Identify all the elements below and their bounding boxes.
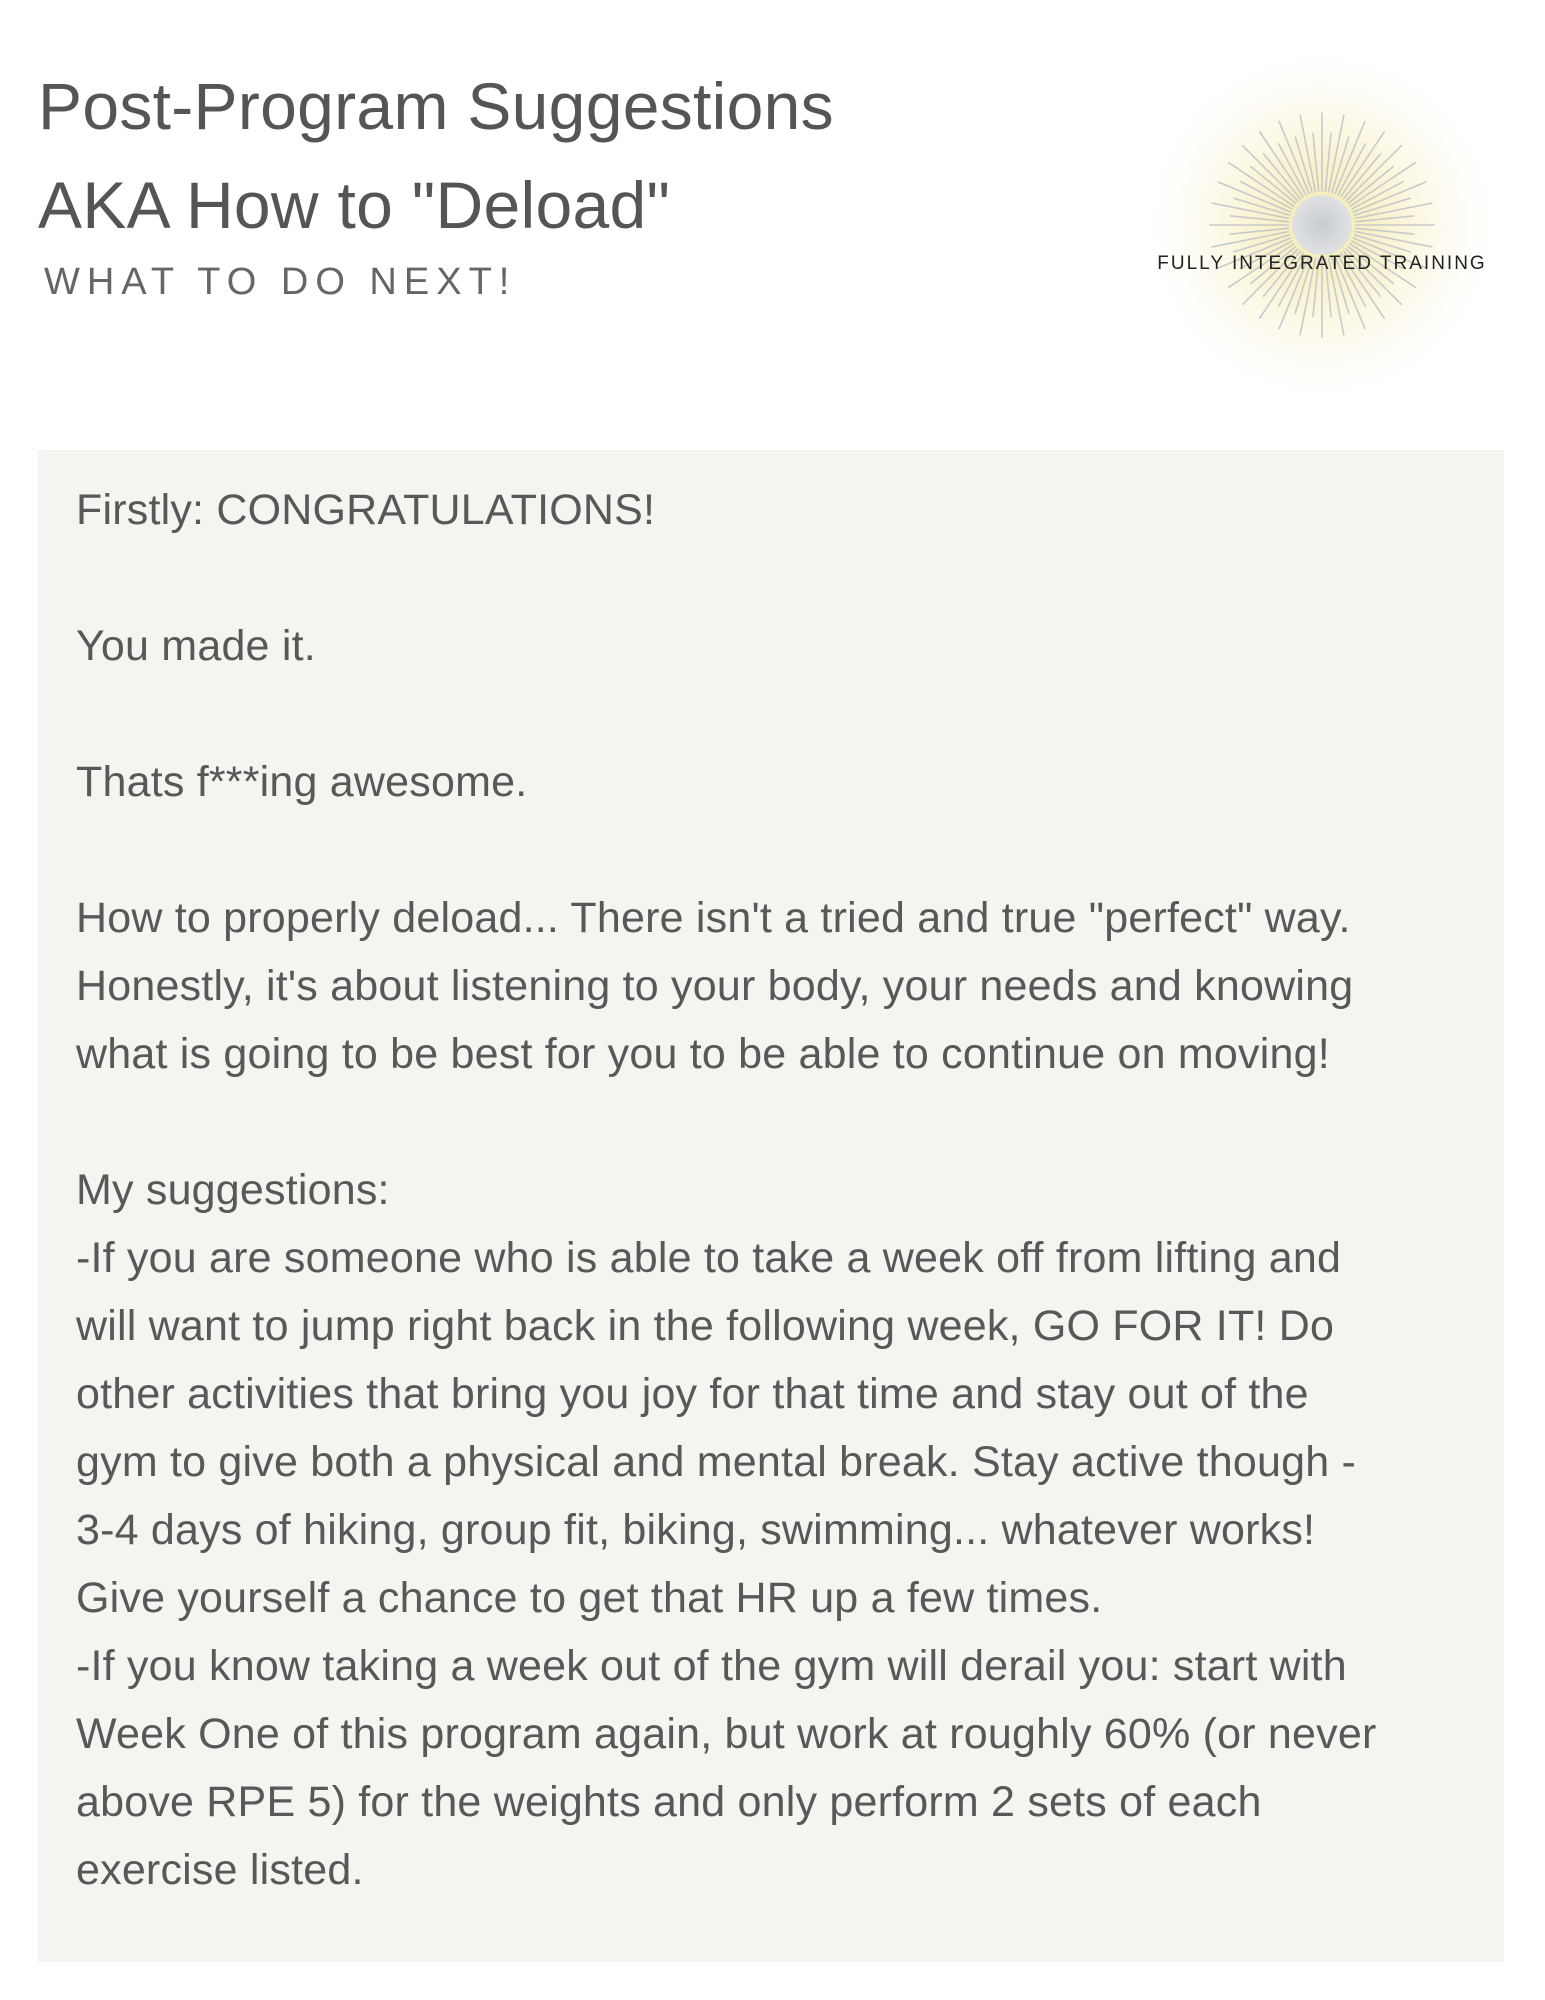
suggestion-line: above RPE 5) for the weights and only perform 2 sets of each	[76, 1778, 1262, 1826]
content-box	[38, 450, 1504, 1962]
suggestion-line: gym to give both a physical and mental break. Stay active though -	[76, 1438, 1357, 1486]
suggestion-line: 3-4 days of hiking, group fit, biking, swimming... whatever works!	[76, 1506, 1316, 1554]
brand-logo	[1122, 40, 1522, 410]
suggestion-line: Week One of this program again, but work at roughly 60% (or never	[76, 1710, 1377, 1758]
awesome-line: Thats f***ing awesome.	[76, 758, 528, 806]
spacer	[76, 816, 1504, 884]
spacer	[76, 544, 1504, 612]
logo-text: FULLY INTEGRATED TRAINING	[1157, 253, 1487, 274]
spacer	[76, 680, 1504, 748]
suggestion-line: -If you are someone who is able to take a week off from lifting and	[76, 1234, 1342, 1282]
suggestion-line: other activities that bring you joy for that time and stay out of the	[76, 1370, 1309, 1418]
page-title-line-1: Post-Program Suggestions	[38, 69, 834, 143]
sunburst-icon	[1122, 40, 1522, 410]
deload-paragraph-line: what is going to be best for you to be able to continue on moving!	[76, 1030, 1330, 1078]
page-title-line-2: AKA How to "Deload"	[38, 168, 671, 242]
deload-paragraph-line: Honestly, it's about listening to your body, your needs and knowing	[76, 962, 1354, 1010]
page-subtitle: WHAT TO DO NEXT!	[44, 261, 517, 303]
logo-core	[1292, 195, 1352, 255]
suggestion-line: will want to jump right back in the following week, GO FOR IT! Do	[76, 1302, 1335, 1350]
deload-paragraph-line: How to properly deload... There isn't a tried and true "perfect" way.	[76, 894, 1351, 942]
content-body	[76, 476, 1504, 1904]
suggestion-line: exercise listed.	[76, 1846, 364, 1894]
suggestions-heading: My suggestions:	[76, 1166, 390, 1214]
suggestion-line: Give yourself a chance to get that HR up a few times.	[76, 1574, 1103, 1622]
suggestion-line: -If you know taking a week out of the gym will derail you: start with	[76, 1642, 1347, 1690]
spacer	[76, 1088, 1504, 1156]
made-it-line: You made it.	[76, 622, 316, 670]
congrats-line: Firstly: CONGRATULATIONS!	[76, 486, 656, 534]
